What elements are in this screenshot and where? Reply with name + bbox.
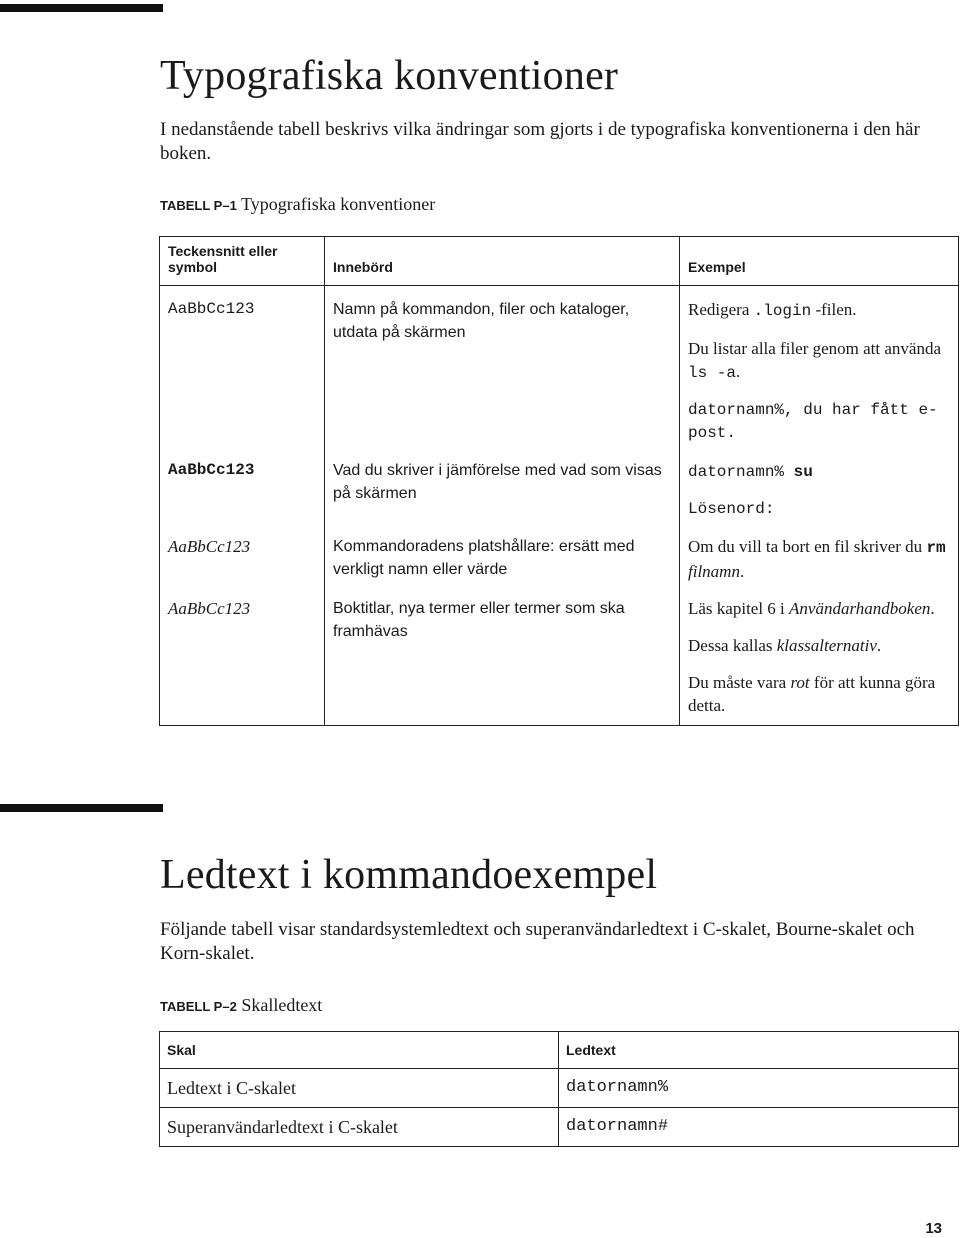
example-cell bbox=[680, 453, 959, 529]
table-caption-label: TABELL P–2 bbox=[160, 999, 237, 1014]
column-header: Ledtext bbox=[559, 1032, 959, 1069]
meaning-cell: Vad du skriver i jämförelse med vad som visas på skärmen bbox=[325, 453, 680, 529]
example-line: Du måste vara rot för att kunna göra detta. bbox=[688, 673, 936, 715]
shell-cell: Superanvändarledtext i C-skalet bbox=[160, 1108, 559, 1147]
symbol-cell: AaBbCc123 bbox=[160, 529, 325, 591]
table-row bbox=[160, 286, 959, 454]
table-caption-text: Skalledtext bbox=[241, 995, 323, 1015]
shell-cell: Ledtext i C-skalet bbox=[160, 1069, 559, 1108]
example-line: Om du vill ta bort en fil skriver du rm filnamn. bbox=[688, 537, 946, 581]
symbol-cell: AaBbCc123 bbox=[160, 591, 325, 726]
example-line: Dessa kallas klassalternativ. bbox=[688, 636, 882, 655]
column-header: Exempel bbox=[680, 237, 959, 286]
example-line: Redigera .login -filen. bbox=[688, 300, 857, 320]
table-caption-label: TABELL P–1 bbox=[160, 198, 237, 213]
section-intro: I nedanstående tabell beskrivs vilka ändringar som gjorts i de typografiska konventionerna i den här boken. bbox=[160, 119, 920, 164]
example-cell bbox=[680, 591, 959, 726]
meaning-cell: Namn på kommandon, filer och kataloger, utdata på skärmen bbox=[325, 286, 680, 454]
section-title: Ledtext i kommandoexempel bbox=[160, 852, 658, 898]
table-row bbox=[160, 453, 959, 529]
table-row bbox=[160, 529, 959, 591]
meaning-cell: Kommandoradens platshållare: ersätt med verkligt namn eller värde bbox=[325, 529, 680, 591]
column-header: Innebörd bbox=[325, 237, 680, 286]
column-header: Teckensnitt eller symbol bbox=[160, 237, 325, 286]
conventions-table bbox=[159, 236, 959, 726]
section-title: Typografiska konventioner bbox=[160, 53, 619, 99]
example-line: Du listar alla filer genom att använda ls -a. bbox=[688, 339, 942, 382]
example-line: datornamn%, du har fått e-post. bbox=[688, 401, 938, 442]
example-cell bbox=[680, 529, 959, 591]
shell-prompt-table bbox=[159, 1031, 959, 1147]
table-header-row bbox=[160, 237, 959, 286]
table-row bbox=[160, 1069, 959, 1108]
example-cell bbox=[680, 286, 959, 454]
section-intro: Följande tabell visar standardsystemledtext och superanvändarledtext i C-skalet, Bourne-skalet och Korn-skalet. bbox=[160, 919, 915, 964]
table-caption-text: Typografiska konventioner bbox=[241, 194, 436, 214]
section-rule bbox=[0, 804, 163, 812]
table-caption bbox=[160, 995, 322, 1016]
example-line: Lösenord: bbox=[688, 500, 775, 518]
symbol-cell: AaBbCc123 bbox=[160, 453, 325, 529]
example-line: Läs kapitel 6 i Användarhandboken. bbox=[688, 599, 935, 618]
table-header-row bbox=[160, 1032, 959, 1069]
table-row bbox=[160, 591, 959, 726]
prompt-cell: datornamn% bbox=[559, 1069, 959, 1108]
meaning-cell: Boktitlar, nya termer eller termer som ska framhävas bbox=[325, 591, 680, 726]
column-header: Skal bbox=[160, 1032, 559, 1069]
symbol-cell: AaBbCc123 bbox=[160, 286, 325, 454]
page-number: 13 bbox=[925, 1220, 942, 1237]
prompt-cell: datornamn# bbox=[566, 1117, 669, 1136]
table-row bbox=[160, 1108, 959, 1147]
example-line: datornamn% su bbox=[688, 463, 813, 481]
table-caption bbox=[160, 194, 435, 215]
section-rule bbox=[0, 4, 163, 12]
